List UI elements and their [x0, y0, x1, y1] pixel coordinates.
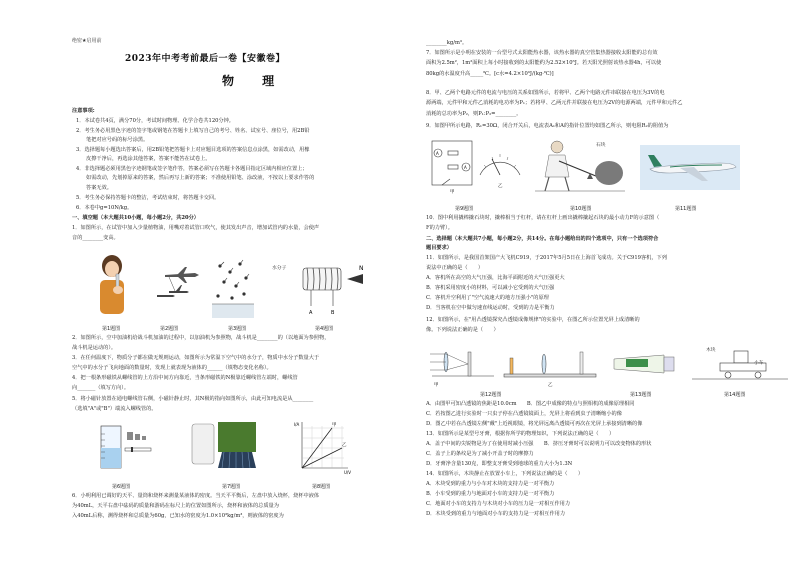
q6-answer-line: ________kg/m³。 — [426, 40, 468, 46]
note-1: 1．本试卷共4页，满分70分，考试时间物理、化学合卷共120分钟。 — [76, 118, 234, 124]
q11-line2: 说法中正确的是（ ） — [426, 265, 484, 271]
q3-line2: 空气中的水分子飞向地面的数量时，发现上就表现为液体的______（填物态变化名称）。 — [72, 365, 272, 371]
svg-text:A: A — [464, 165, 467, 170]
q8-line1: 8．甲、乙两个电路元件的电流与电压的关系如图所示，若将甲、乙两个电路元件串联接在电压为3V的电 — [426, 90, 665, 96]
svg-text:甲: 甲 — [434, 383, 439, 388]
note-6: 6．本卷中g=10N/kg。 — [76, 205, 133, 211]
q12-option-d: D．图乙中若在凸透镜左侧"戴"上近视眼镜，将光屏远离凸透镜可再次在光屏上承接到清晰的像 — [426, 421, 643, 427]
svg-text:甲: 甲 — [332, 423, 337, 428]
caption-fig2: 第2题图 — [160, 326, 179, 332]
fig13-toothpaste — [612, 345, 682, 383]
q11-line1: 11．如图所示，是我国首架国产大飞机C919，于2017年5月5日在上海首飞成功。关于C919客机，下列 — [426, 255, 667, 261]
note-2b: 笔把对应号码的标号涂黑。 — [86, 137, 149, 143]
fig7-solar-water-heater — [190, 418, 260, 476]
note-3b: 皮擦干净后，再选涂其他答案，答案不能答在试卷上。 — [86, 156, 211, 162]
section-2-heading-b: 题目要求） — [426, 245, 452, 251]
q14-option-b: B．小车受到的重力与地面对小车的支持力是一对平衡力 — [426, 491, 555, 497]
fig10-label-rock: 石块 — [596, 143, 606, 148]
q11-option-c: C．客机升空利用了"空气流速大的地方压强小"的原理 — [426, 295, 549, 301]
caption-fig1: 第1题图 — [102, 326, 121, 332]
q8-line3: 消耗的总功率为P₂，则P₁:P₂=________。 — [426, 111, 522, 117]
note-5: 5．考生务必保持答题卡的整洁，考试结束时，将答题卡交回。 — [76, 195, 220, 201]
q6-line1: 6．小明利用已调好的天平、量筒和烧杯来测量某液体的密度。当天平平衡后，左盘中放入烧杯，烧杯中液体 — [72, 493, 320, 499]
section-1-heading: 一、填空题（本大题共10小题，每小题2分，共20分） — [72, 215, 199, 221]
note-4c: 答案无效。 — [86, 185, 112, 191]
notes-title: 注意事项: — [72, 108, 95, 114]
fig3-water-molecules — [212, 258, 270, 318]
svg-text:A: A — [436, 151, 439, 156]
fig14-block-on-cart — [690, 345, 790, 383]
q4-line2: 向_______（填写方向）。 — [72, 385, 130, 391]
q6-line3: 入40mL后称，测得烧杯和总质量为60g，已知水的密度为1.0×10³kg/m³，则液体的密度为 — [72, 513, 284, 519]
caption-fig9: 第9题图 — [455, 206, 474, 212]
caption-fig6: 第6题图 — [112, 484, 131, 490]
caption-fig8: 第8题图 — [312, 484, 331, 490]
q13-option-d: D．牙膏净含量130克，即整支牙膏受到地球的重力大小为1.3N — [426, 461, 573, 467]
q7-line3: 80kg的水温度升高_____℃。[c水=4.2×10³J/(kg·℃)] — [426, 71, 554, 77]
q12-line2: 像。下列说法正确的是（ ） — [426, 327, 499, 333]
q13-option-ab: A．盖子中间的尖锐物是为了在使用时减小压强 B．挤压牙膏时可以说明力可以改变物体的形状 — [426, 441, 652, 447]
svg-text:乙: 乙 — [498, 184, 503, 189]
q14-option-c: C．地面对小车的支持力与木块对小车的压力是一对相互作用力 — [426, 501, 571, 507]
secret-mark: 绝密★启用前 — [72, 38, 102, 44]
fig11-c919-plane — [640, 145, 740, 190]
q1-line2: 音的________变高。 — [72, 235, 119, 241]
q11-option-a: A．客机所在高空的大气压强，比海平面附近的大气压强更大 — [426, 275, 565, 281]
q7-line2: 面积为2.5m²，1m²面积上每小时接收到的太阳能约为2.52×10⁶J。若天阳光照射该热水器4h，可以使 — [426, 60, 662, 66]
q13-line1: 13．如图所示是某型号牙膏，根据你所学的物理知识，下列说法正确的是（ ） — [426, 431, 615, 437]
svg-text:N: N — [359, 265, 364, 272]
q7-line1: 7．如图所示是小明在安装的一台型号式太阳能热水器，该热水器的真空管集热器接收太阳能的总有效 — [426, 50, 658, 56]
q12-option-ab: A．由图甲可知凸透镜的焦距是10.0cm B．图乙中成像的特点与照相机的成像原理相同 — [426, 401, 635, 407]
q9-line1: 9．如图甲所示电路，R₁=30Ω，闭合开关后，电流表A₁和A的指针位置均如图乙所示，则电阻R₂的阻值为 — [426, 123, 669, 129]
q12-option-c: C．若按图乙进行实验时一只虫子停在凸透镜镜面上，光屏上将看到虫子清晰缩小的像 — [426, 411, 622, 417]
caption-fig10: 第10题图 — [570, 206, 592, 212]
caption-fig3: 第3题图 — [228, 326, 247, 332]
q8-line2: 源两端，元件甲和元件乙消耗的电功率为P₁；若将甲、乙两元件并联接在电压为2V的电源两端，元件甲和元件乙 — [426, 100, 683, 106]
q1-line1: 1．如图所示，在试管中加入少量植物油，用嘴对着试管口吹气，使其发出声音，增加试管内的水量，会使声 — [72, 225, 320, 231]
note-4b: 如需改动，先划掉原来的答案，然后再写上新的答案；不准使用铅笔、涂改液，不按以上要求作答的 — [86, 175, 315, 181]
q13-option-c: C．盖子上的条纹是为了减小开盖子时的摩擦力 — [426, 451, 534, 457]
note-4: 4．非选择题必须用黑色字迹钢笔或签字笔作答，答案必须写在答题卡各题目指定区域内相应位置上； — [76, 166, 308, 172]
exam-title: 2023年中考考前最后一卷【安徽卷】 — [125, 54, 286, 64]
note-2: 2．考生务必用黑色字迹的签字笔或钢笔在答题卡上填写自己的考号、姓名、试室号、座位号，用2B铅 — [76, 128, 310, 134]
svg-text:乙: 乙 — [342, 443, 347, 448]
caption-fig7: 第7题图 — [222, 484, 241, 490]
caption-fig14: 第14题图 — [724, 392, 746, 398]
caption-fig13: 第13题图 — [630, 392, 652, 398]
q2-line1: 2．如图所示，空中加油机给战斗机加油的过程中，以加油机为参照物，战斗机是________的（以地面为参照物， — [72, 335, 330, 341]
q3-line1: 3．在任何温度下，物质分子都在做无规则运动，如图所示为常温下空气中的水分子，物质中水分子数量大于 — [72, 355, 320, 361]
fig12a-lens-focal — [428, 340, 498, 388]
q14-option-d: D．木块受到的重力与地面对小车的支持力是一对相互作用力 — [426, 511, 566, 517]
fig8-iu-graph — [292, 418, 352, 476]
note-3: 3．选择题每小题选出答案后，用2B铅笔把答题卡上对应题目选项的答案信息点涂黑，如需改动，用橡 — [76, 147, 310, 153]
q6-line2: 为40mL，天平右盘中砝码的质量和游码在标尺上的位置如图所示，烧杯和液体的总质量为 — [72, 503, 279, 509]
q10-line2: F的力臂）。 — [426, 225, 453, 231]
q14-option-a: A．木块受到的重力与小车对木块的支持力是一对平衡力 — [426, 481, 555, 487]
section-2-heading: 二、选择题（本大题共7小题，每小题2分，共14分。在每小题给出的四个选项中，只有一个选项符合 — [426, 236, 659, 242]
fig10-lever-rock — [535, 135, 625, 195]
q5-line2: （选填"A"或"B"）端流入螺线管的。 — [72, 406, 157, 412]
q5-line1: 5．将小磁针放置在通电螺线管右侧，小磁针静止时，其N极的指向如图所示，由此可知电流是从________ — [72, 396, 314, 402]
fig1-girl-blowing — [90, 252, 138, 322]
fig4-solenoid — [285, 258, 370, 318]
q12-line1: 12．如图所示，在"用凸透镜探究凸透镜成像规律"的实验中，在图乙所示位置光屏上成清晰的 — [426, 317, 640, 323]
svg-text:I/A: I/A — [294, 422, 300, 427]
q14-line1: 14．如图所示，木块静止在放置小车上，下列说法正确的是（ ） — [426, 471, 584, 477]
svg-text:甲: 甲 — [450, 190, 455, 195]
fig2-refueling-planes — [155, 265, 205, 305]
q11-option-b: B．客机采用密度小的材料，可以减小它受到的大气压强 — [426, 285, 555, 291]
caption-fig12: 第12题图 — [480, 392, 502, 398]
fig14-label-block: 木块 — [706, 348, 716, 353]
fig14-label-cart: 小车 — [754, 361, 764, 366]
svg-text:乙: 乙 — [548, 383, 553, 388]
subject-title: 物 理 — [222, 74, 287, 88]
q10-line1: 10．图中利用撬棒撬石块时，撬棒相当于杠杆，请在杠杆上画出撬棒撬起石块的最小动力F的示意图（ — [426, 215, 660, 221]
svg-text:U/V: U/V — [344, 470, 352, 475]
fig9-circuit-and-meter — [428, 135, 523, 195]
caption-fig11: 第11题图 — [675, 206, 697, 212]
fig3-label-water-molecule: 水分子 — [272, 266, 287, 271]
q11-option-d: D．当客机在空中做匀速直线运动时，受到的力是平衡力 — [426, 305, 555, 311]
q2-line2: 战斗机是运动的）。 — [72, 345, 117, 351]
q4-line1: 4．把一根条形磁铁从螺线管的上方沿中间方向靠近，当条形磁铁的N极靠近螺线管左端时，螺线管 — [72, 375, 298, 381]
fig12b-optical-bench — [500, 340, 600, 388]
svg-text:A: A — [309, 310, 313, 316]
caption-fig4: 第4题图 — [315, 326, 334, 332]
svg-text:B: B — [331, 310, 335, 316]
fig6-balance-and-cylinder — [95, 418, 153, 476]
